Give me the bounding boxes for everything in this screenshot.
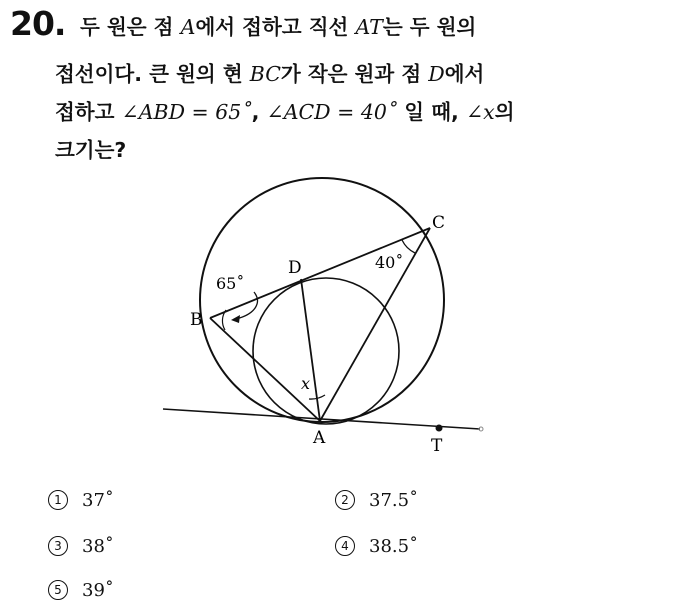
point-t-dot [436, 425, 443, 432]
question-number: 20. [10, 4, 66, 43]
label-b: B [190, 310, 203, 330]
option-1[interactable] [48, 490, 114, 511]
option-4-number: 4 [335, 536, 355, 556]
question-line-2: 접선이다. 큰 원의 현 BC가 작은 원과 점 D에서 [55, 62, 485, 86]
segment-ab [210, 318, 320, 421]
chord-bc [210, 228, 430, 318]
label-angle-acd: 40˚ [375, 253, 404, 272]
option-5[interactable] [48, 580, 114, 601]
big-circle [200, 178, 444, 422]
option-3[interactable] [48, 536, 114, 557]
option-5-number: 5 [48, 580, 68, 600]
option-2[interactable] [335, 490, 418, 511]
angle-arrow-b [231, 315, 240, 323]
option-4[interactable] [335, 536, 418, 557]
label-t: T [431, 436, 443, 456]
option-1-number: 1 [48, 490, 68, 510]
option-4-value: 38.5˚ [369, 536, 419, 557]
option-3-number: 3 [48, 536, 68, 556]
label-angle-x: x [301, 374, 311, 393]
question-line-3: 접하고 ∠ABD = 65˚, ∠ACD = 40˚ 일 때, ∠x의 [55, 100, 515, 124]
label-c: C [432, 213, 446, 233]
small-circle [253, 278, 399, 424]
option-2-number: 2 [335, 490, 355, 510]
question-line-1: 두 원은 점 A에서 접하고 직선 AT는 두 원의 [80, 15, 477, 39]
label-a: A [313, 428, 326, 448]
option-3-value: 38˚ [82, 536, 114, 557]
angle-arc-c [402, 240, 415, 253]
option-2-value: 37.5˚ [369, 490, 419, 511]
option-5-value: 39˚ [82, 580, 114, 601]
question-line-4: 크기는? [55, 138, 127, 162]
label-d: D [288, 258, 302, 278]
option-1-value: 37˚ [82, 490, 114, 511]
label-angle-abd: 65˚ [216, 274, 245, 293]
